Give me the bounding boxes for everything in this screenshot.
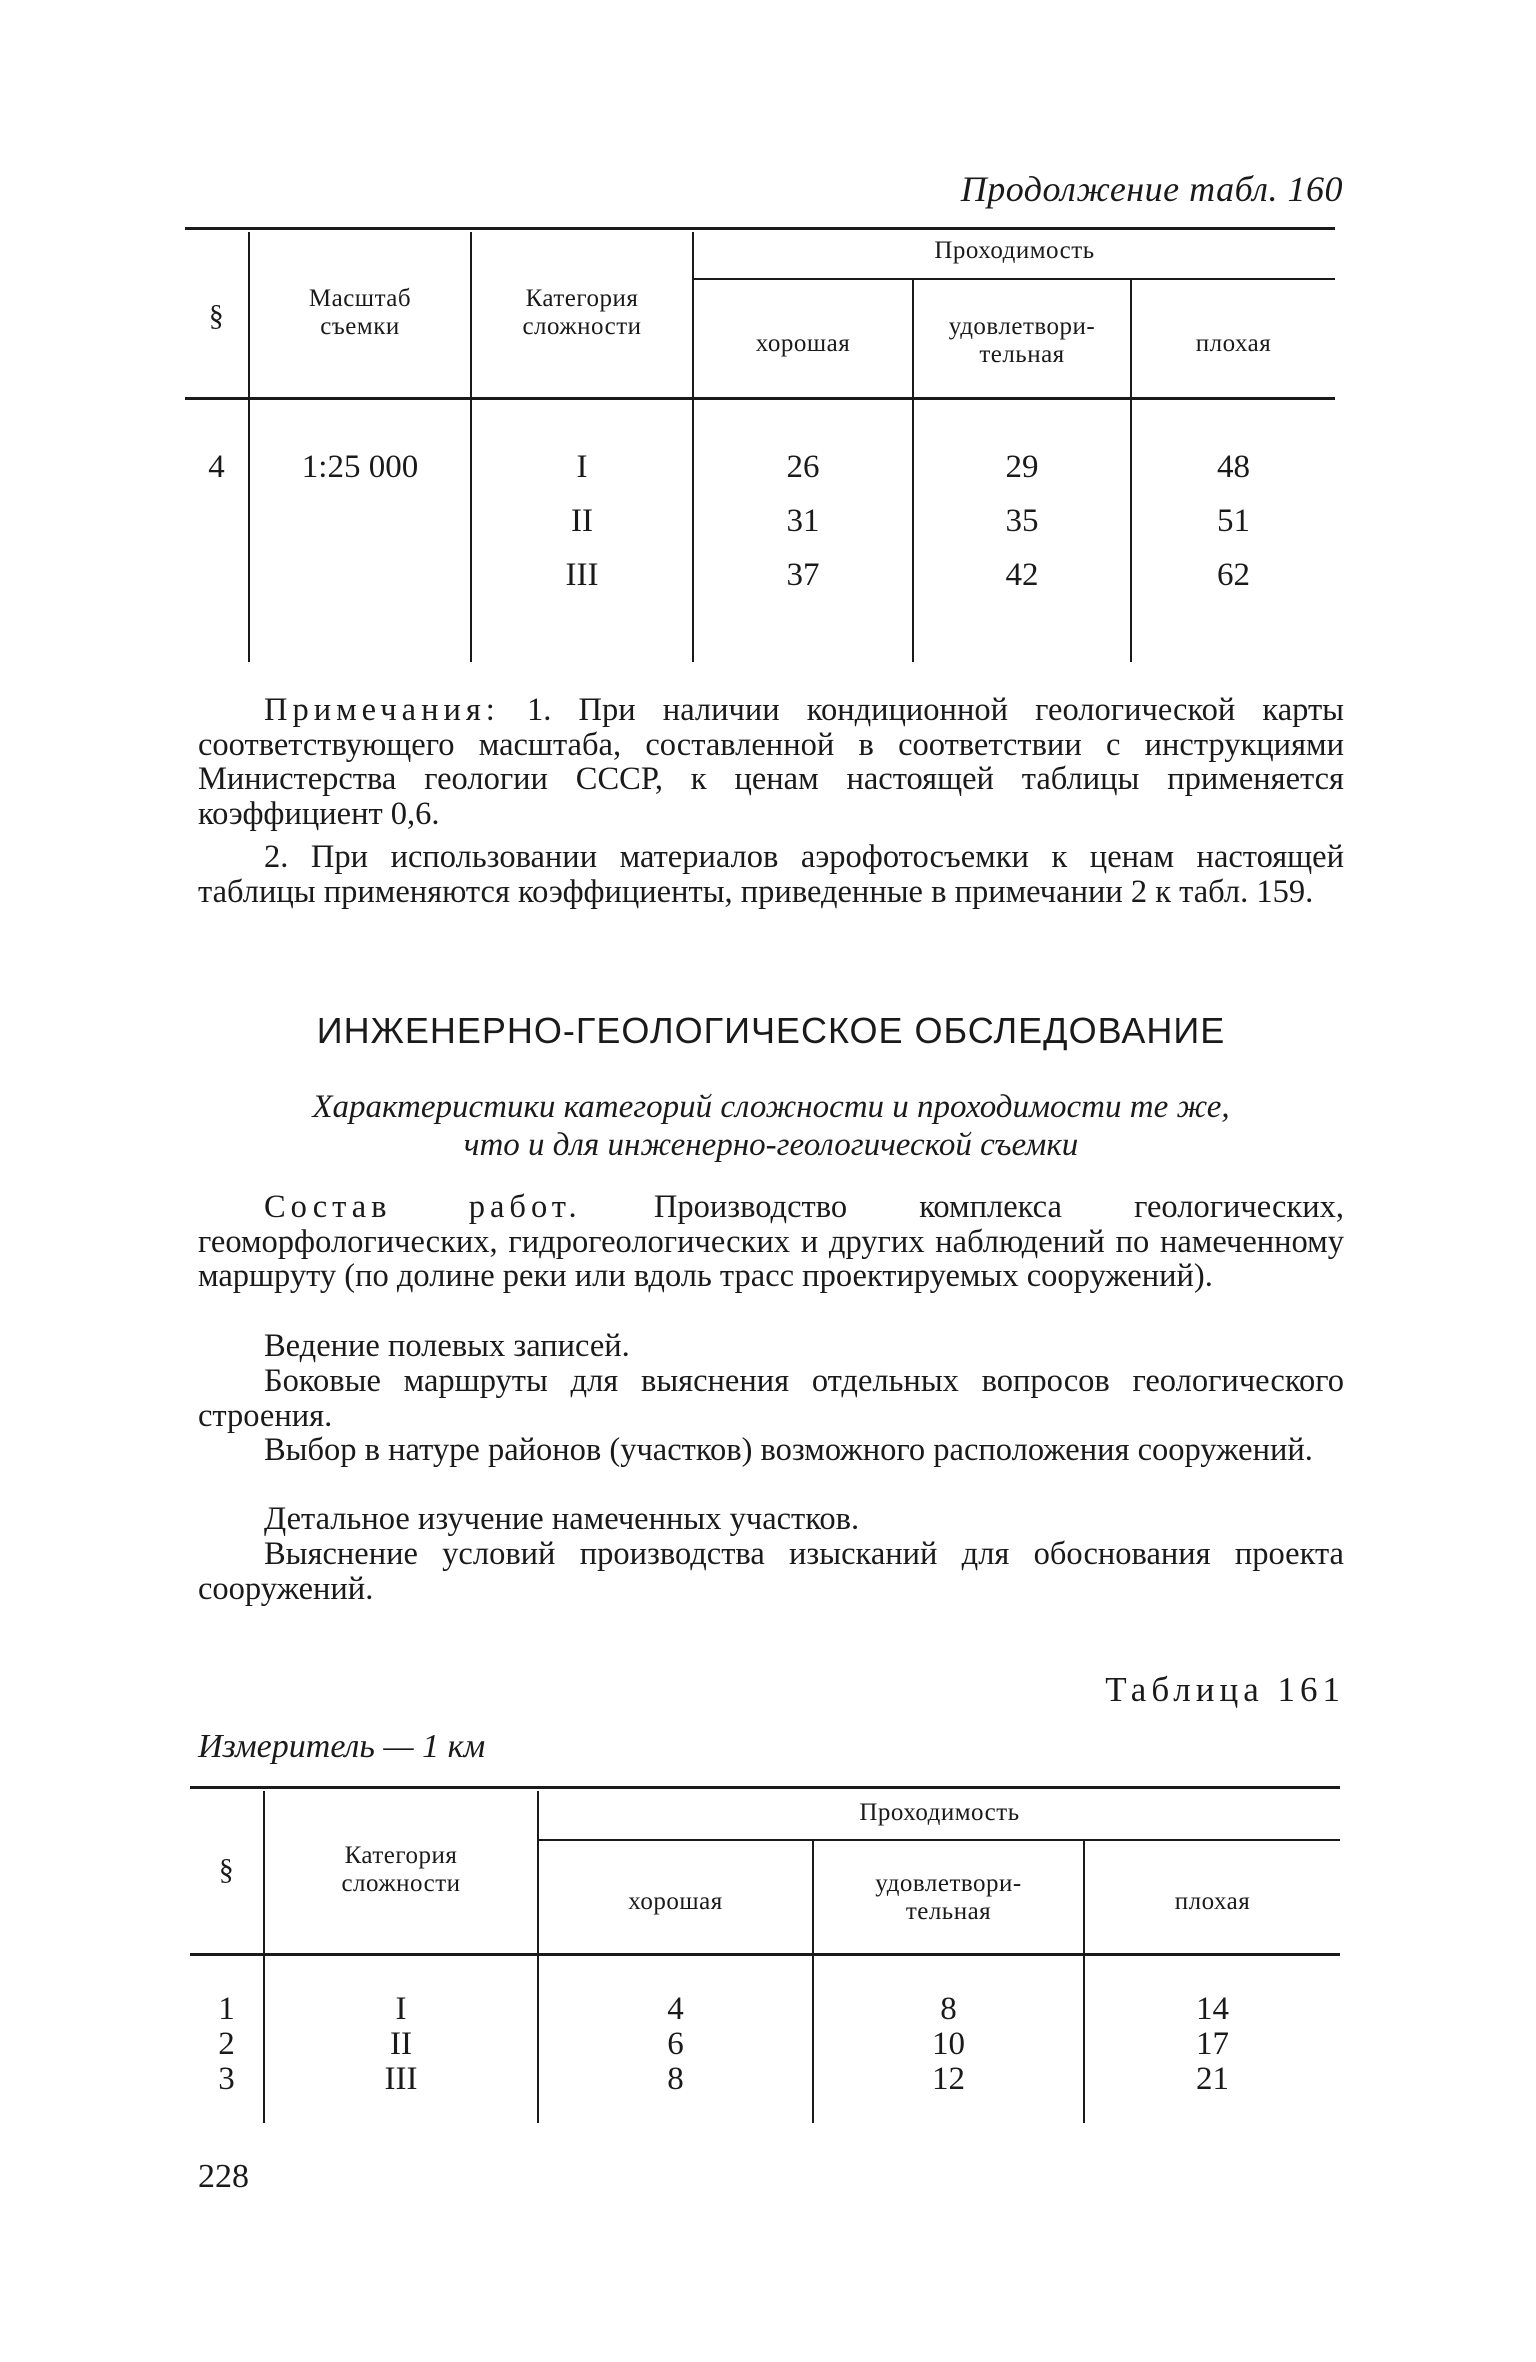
column-good bbox=[539, 1992, 812, 2097]
work-paragraph-4: Выбор в натуре районов (участков) возможного расположения сооружений. bbox=[264, 1432, 1313, 1468]
section-subheading bbox=[198, 1088, 1344, 1164]
table-161-label: Таблица 161 bbox=[1105, 1670, 1345, 1709]
header-poor: плохая bbox=[1174, 1888, 1251, 1915]
table-cell: 14 bbox=[1196, 1991, 1229, 2027]
table-cell: 4 bbox=[667, 1991, 684, 2027]
work-paragraph-6: Выяснение условий производства изысканий для обоснования проекта сооружений. bbox=[198, 1536, 1344, 1607]
table-cell: 1 bbox=[218, 1991, 235, 2027]
table-cell: 42 bbox=[1005, 557, 1039, 593]
column-category bbox=[472, 440, 692, 602]
header-poor: плохая bbox=[1195, 330, 1272, 357]
section-heading: ИНЖЕНЕРНО-ГЕОЛОГИЧЕСКОЕ ОБСЛЕДОВАНИЕ bbox=[316, 1010, 1226, 1051]
work-label: Состав работ. bbox=[264, 1189, 582, 1225]
header-scale: Масштаб съемки bbox=[308, 285, 412, 340]
subheading-line: Характеристики категорий сложности и проходимости те же, bbox=[312, 1089, 1230, 1125]
header-satisfactory: удовлетвори- тельная bbox=[948, 313, 1096, 368]
table-cell: 8 bbox=[940, 1991, 957, 2027]
header-category: Категория сложности bbox=[341, 1842, 461, 1897]
table-top-rule bbox=[190, 1786, 1340, 1789]
table-cell: I bbox=[395, 1991, 407, 2027]
table-top-rule bbox=[185, 227, 1335, 230]
header-good: хорошая bbox=[755, 330, 851, 357]
column-category bbox=[265, 1992, 537, 2097]
header-satisfactory: удовлетвори- тельная bbox=[875, 1870, 1022, 1925]
column-poor bbox=[1085, 1992, 1340, 2097]
subheading-line: что и для инженерно-геологической съемки bbox=[463, 1127, 1079, 1163]
column-poor bbox=[1132, 440, 1335, 602]
passability-rule bbox=[537, 1839, 1340, 1841]
work-paragraph-1 bbox=[198, 1190, 1344, 1294]
header-category: Категория сложности bbox=[522, 285, 642, 340]
table-cell: 31 bbox=[786, 503, 820, 539]
table-cell: 12 bbox=[932, 2061, 965, 2097]
header-passability: Проходимость bbox=[934, 237, 1095, 264]
measure-unit: Измеритель — 1 км bbox=[198, 1728, 486, 1765]
column-good bbox=[694, 440, 912, 602]
header-passability: Проходимость bbox=[859, 1799, 1020, 1826]
table-cell: 3 bbox=[218, 2061, 235, 2097]
table-cell: 62 bbox=[1217, 557, 1250, 593]
table-cell: 48 bbox=[1217, 449, 1250, 485]
header-section: § bbox=[218, 1853, 235, 1886]
page-number: 228 bbox=[198, 2158, 249, 2195]
table-cell: 8 bbox=[667, 2061, 684, 2097]
work-paragraph-2: Ведение полевых записей. bbox=[264, 1328, 630, 1364]
column-section bbox=[190, 1992, 263, 2097]
table-cell: 26 bbox=[786, 449, 820, 485]
table-cell: 10 bbox=[932, 2026, 965, 2062]
cell-scale: 1:25 000 bbox=[301, 449, 419, 485]
work-text: Производство комплекса геологических, геоморфологических, гидрогеологических и других наблюдений по намеченному маршруту (по долине реки или вдоль трасс проектируемых сооружений). bbox=[198, 1189, 1344, 1294]
table-cell: 51 bbox=[1217, 503, 1250, 539]
table-cell: 29 bbox=[1005, 449, 1039, 485]
table-cell: II bbox=[571, 503, 593, 539]
table-cell: 21 bbox=[1196, 2061, 1229, 2097]
note-1 bbox=[198, 693, 1344, 831]
note-1-text: 1. При наличии кондиционной геологической карты соответствующего масштаба, составленной в соответствии с инструкциями Министерства геологии СССР, к ценам настоящей таблицы применяется коэффициент 0,6. bbox=[198, 692, 1344, 832]
table-cell: I bbox=[576, 449, 588, 485]
table-cell: 17 bbox=[1196, 2026, 1229, 2062]
header-section: § bbox=[208, 299, 225, 332]
column-satisfactory bbox=[914, 440, 1130, 602]
table-cell: 35 bbox=[1005, 503, 1039, 539]
continuation-title: Продолжение табл. 160 bbox=[960, 169, 1343, 209]
table-cell: III bbox=[384, 2061, 418, 2097]
notes-label: Примечания: bbox=[264, 692, 500, 728]
table-cell: 37 bbox=[786, 557, 820, 593]
cell-section: 4 bbox=[208, 449, 225, 485]
passability-rule bbox=[692, 278, 1335, 280]
table-cell: 6 bbox=[667, 2026, 684, 2062]
table-header-rule bbox=[185, 397, 1335, 400]
table-cell: III bbox=[565, 557, 599, 593]
table-header-rule bbox=[190, 1953, 1340, 1956]
work-paragraph-3: Боковые маршруты для выяснения отдельных вопросов геологического строения. bbox=[198, 1363, 1344, 1434]
column-satisfactory bbox=[814, 1992, 1083, 2097]
note-2: 2. При использовании материалов аэрофотосъемки к ценам настоящей таблицы применяются коэффициенты, приведенные в примечании 2 к табл. 159. bbox=[198, 839, 1344, 910]
table-cell: 2 bbox=[218, 2026, 235, 2062]
table-cell: II bbox=[390, 2026, 412, 2062]
header-good: хорошая bbox=[628, 1888, 723, 1915]
work-paragraph-5: Детальное изучение намеченных участков. bbox=[264, 1501, 860, 1537]
